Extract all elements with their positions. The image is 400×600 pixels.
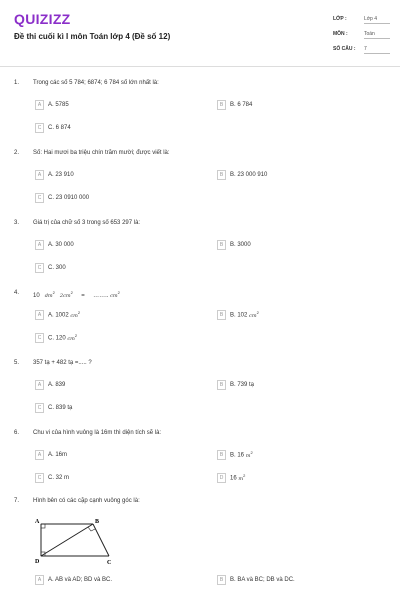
question-number: 5.: [14, 360, 20, 366]
option-d[interactable]: D 16 $m^2$: [217, 473, 245, 483]
option-a[interactable]: A A. 1002 $cm^2$: [35, 310, 80, 320]
question-text: 10 $dm^2$ $2cm^2$ = …….. $cm^2$: [33, 290, 120, 299]
vertex-label-d: D: [35, 559, 40, 565]
option-a[interactable]: A A. 5785: [35, 100, 69, 110]
option-a[interactable]: A A. 30 000: [35, 240, 74, 250]
option-b[interactable]: B B. 102 $cm^2$: [217, 310, 259, 320]
trapezoid-figure: [33, 514, 129, 566]
vertex-label-b: B: [95, 519, 100, 525]
option-c[interactable]: C C. 6 874: [35, 123, 71, 133]
worksheet-header: [0, 0, 400, 67]
option-b[interactable]: B B. 6 784: [217, 100, 252, 110]
option-b[interactable]: B B. 23 000 910: [217, 170, 267, 180]
question-text: Trong các số 5 784; 6874; 6 784 số lớn nhất là:: [33, 80, 159, 86]
quizizz-logo: QUIZIZZ: [14, 11, 71, 27]
right-angle-b: [88, 527, 95, 531]
question-number: 4.: [14, 290, 20, 296]
question-number: 6.: [14, 430, 20, 436]
vertex-label-c: C: [107, 560, 112, 566]
option-c[interactable]: C C. 839 tạ: [35, 403, 72, 413]
option-a[interactable]: A A. 16m: [35, 450, 67, 460]
right-angle-a: [41, 524, 45, 528]
option-b[interactable]: B B. 16 $m^2$: [217, 450, 253, 460]
question-text: Chu vi của hình vuông là 16m thì diện tích sẽ là:: [33, 430, 162, 436]
diagonal-db: [41, 524, 93, 556]
question-count-label: SỐ CÂU :: [333, 46, 356, 52]
option-c[interactable]: C C. 120 $cm^2$: [35, 333, 77, 343]
question-number: 1.: [14, 80, 20, 86]
vertex-label-a: A: [35, 519, 40, 525]
option-b[interactable]: B B. 739 tạ: [217, 380, 254, 390]
option-b[interactable]: B B. BA và BC; DB và DC.: [217, 575, 295, 585]
option-a[interactable]: A A. 23 910: [35, 170, 74, 180]
edge-bc: [93, 524, 109, 556]
subject-value: Toán: [364, 31, 390, 39]
question-text: Hình bên có các cặp cạnh vuông góc là:: [33, 498, 140, 504]
question-number: 2.: [14, 150, 20, 156]
option-c[interactable]: C C. 23 0910 000: [35, 193, 89, 203]
option-b[interactable]: B B. 3000: [217, 240, 251, 250]
question-text: Giá trị của chữ số 3 trong số 653 297 là:: [33, 220, 141, 226]
page-title: Đề thi cuối kì I môn Toán lớp 4 (Đề số 12): [14, 32, 171, 41]
option-c[interactable]: C C. 32 m: [35, 473, 69, 483]
question-number: 3.: [14, 220, 20, 226]
option-c[interactable]: C C. 300: [35, 263, 66, 273]
question-count-value: 7: [364, 46, 390, 54]
class-value: Lớp 4: [364, 16, 390, 24]
question-text: 357 tạ + 482 tạ =..... ?: [33, 360, 92, 366]
option-a[interactable]: A A. 839: [35, 380, 65, 390]
class-label: LỚP :: [333, 16, 347, 22]
subject-label: MÔN :: [333, 31, 348, 37]
question-text: Số: Hai mươi ba triệu chín trăm mười; được viết là:: [33, 150, 170, 156]
option-a[interactable]: A A. AB và AD; BD và BC.: [35, 575, 112, 585]
question-number: 7.: [14, 498, 20, 504]
